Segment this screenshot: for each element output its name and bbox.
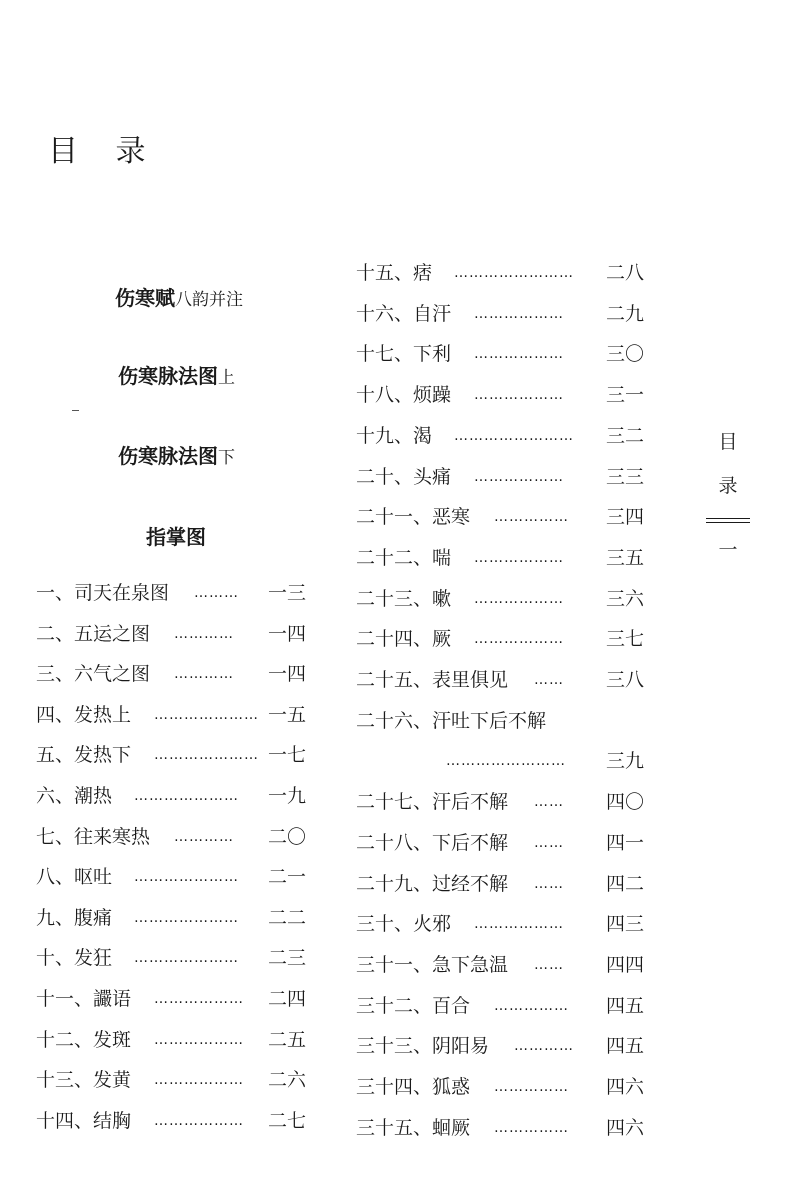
margin-mark — [72, 410, 79, 411]
toc-leader-dots: ……………… — [154, 1031, 244, 1048]
toc-page-number: 一四 — [268, 663, 307, 686]
toc-leader-dots: ……………… — [474, 346, 564, 363]
heading-main: 伤寒脉法图 — [118, 444, 218, 468]
toc-entry-label: 二十三、嗽 — [356, 587, 452, 610]
toc-page-number: 四五 — [606, 994, 645, 1017]
toc-page-number: 三六 — [606, 587, 645, 610]
toc-entry-label: 十八、烦躁 — [356, 384, 452, 407]
toc-page-number: 四一 — [606, 831, 645, 854]
toc-entry[interactable] — [36, 742, 318, 768]
toc-page-number: 三五 — [606, 546, 645, 569]
toc-entry-label: 四、发热上 — [36, 703, 132, 726]
toc-entry-label: 三十五、蛔厥 — [356, 1116, 471, 1139]
toc-entry[interactable] — [36, 783, 318, 809]
toc-page-number: 三八 — [606, 669, 645, 691]
toc-entry[interactable] — [356, 789, 656, 815]
toc-entry[interactable] — [356, 341, 656, 367]
toc-leader-dots: …… — [534, 834, 564, 851]
toc-entry-label: 十三、发黄 — [36, 1069, 132, 1092]
toc-leader-dots: …………… — [494, 1079, 569, 1095]
toc-entry[interactable] — [356, 504, 656, 530]
toc-entry[interactable] — [36, 580, 318, 606]
heading-note: 下 — [218, 448, 235, 468]
toc-leader-dots: ………… — [174, 625, 234, 642]
toc-leader-dots: ……… — [194, 585, 239, 601]
toc-leader-dots: …………………… — [454, 427, 574, 444]
toc-entry-label: 三十一、急下急温 — [356, 953, 509, 976]
toc-entry-label: 十七、下利 — [356, 343, 452, 366]
toc-entry-label: 十五、痞 — [356, 262, 433, 284]
toc-entry[interactable] — [356, 1115, 656, 1141]
toc-entry-label: 九、腹痛 — [36, 906, 113, 929]
toc-entry-label: 二十六、汗吐下后不解 — [356, 709, 547, 732]
toc-leader-dots: ……………… — [474, 387, 564, 404]
toc-leader-dots: ……………… — [474, 590, 564, 607]
toc-page-number: 三一 — [606, 384, 645, 407]
toc-page-number: 二七 — [268, 1109, 307, 1132]
heading-note: 八韵并注 — [175, 290, 243, 310]
toc-leader-dots: ………… — [174, 666, 234, 683]
toc-entry[interactable] — [356, 586, 656, 612]
heading-zhizhang-tu[interactable] — [146, 521, 206, 550]
toc-page-number: 二三 — [268, 947, 307, 970]
toc-page-number: 一三 — [268, 582, 307, 604]
toc-leader-dots: ………………… — [134, 950, 239, 967]
toc-entry-label: 十、发狂 — [36, 947, 113, 970]
toc-leader-dots: ………………… — [134, 788, 239, 804]
toc-leader-dots: ……………… — [474, 549, 564, 566]
toc-leader-dots: ……………… — [474, 468, 564, 485]
toc-page-number: 一七 — [268, 744, 307, 767]
toc-entry-label: 二十八、下后不解 — [356, 831, 509, 854]
toc-entry-label: 六、潮热 — [36, 785, 113, 807]
toc-entry-label: 二十五、表里俱见 — [356, 669, 509, 691]
toc-leader-dots: ……………… — [154, 1072, 244, 1089]
toc-leader-dots: …………… — [494, 1119, 569, 1136]
toc-entry[interactable] — [356, 871, 656, 897]
toc-entry-label: 五、发热下 — [36, 744, 132, 767]
toc-entry[interactable] — [36, 905, 318, 931]
toc-leader-dots: …………………… — [454, 265, 574, 281]
side-tab — [710, 420, 746, 562]
toc-leader-dots: …… — [534, 672, 564, 688]
toc-leader-dots: …… — [534, 875, 564, 892]
toc-leader-dots: …………… — [494, 509, 569, 526]
toc-page-number: 四六 — [606, 1116, 645, 1139]
toc-leader-dots: …… — [534, 956, 564, 973]
heading-main: 伤寒赋 — [115, 286, 175, 310]
toc-entry[interactable] — [356, 423, 656, 449]
toc-page-number: 二四 — [268, 988, 307, 1010]
toc-entry[interactable] — [356, 708, 656, 734]
toc-page-number: 四〇 — [606, 791, 645, 814]
toc-entry-label: 十九、渴 — [356, 424, 433, 447]
toc-entry[interactable] — [356, 1033, 656, 1059]
toc-leader-dots: ……………… — [474, 631, 564, 648]
toc-entry-label: 二十二、喘 — [356, 546, 452, 569]
heading-maifa-tu-upper[interactable] — [118, 360, 235, 389]
toc-entry-label: 二十四、厥 — [356, 628, 452, 651]
toc-page-number: 二九 — [606, 302, 645, 325]
toc-page-number: 一五 — [268, 703, 307, 726]
toc-entry-label: 七、往来寒热 — [36, 825, 151, 848]
toc-leader-dots: …………… — [494, 997, 569, 1014]
toc-entry-label: 一、司天在泉图 — [36, 582, 170, 604]
toc-page-number: 四六 — [606, 1076, 645, 1098]
toc-page-number: 四四 — [606, 953, 645, 976]
toc-leader-dots: ……………… — [154, 991, 244, 1007]
toc-entry[interactable] — [36, 1067, 318, 1093]
side-tab-char: 录 — [718, 475, 738, 497]
toc-entry-label: 八、呕吐 — [36, 866, 113, 889]
toc-leader-dots: ……………… — [154, 1112, 244, 1129]
toc-entry[interactable] — [356, 626, 656, 652]
toc-page-number: 三四 — [606, 506, 645, 529]
toc-page-number: 一四 — [268, 622, 307, 645]
toc-entry[interactable] — [36, 702, 318, 728]
toc-entry[interactable] — [356, 260, 656, 286]
toc-entry[interactable] — [356, 911, 656, 937]
toc-entry[interactable] — [356, 1074, 656, 1100]
toc-page-number: 四三 — [606, 913, 645, 936]
toc-entry-label: 十六、自汗 — [356, 302, 452, 325]
toc-page-number: 二五 — [268, 1028, 307, 1051]
toc-entry-label: 三十四、狐惑 — [356, 1076, 471, 1098]
toc-entry-label: 三十三、阴阳易 — [356, 1035, 490, 1058]
toc-leader-dots: ……………… — [474, 916, 564, 933]
toc-entry[interactable] — [356, 464, 656, 490]
toc-entry[interactable] — [36, 824, 318, 850]
toc-page-number: 一九 — [268, 785, 307, 807]
toc-entry[interactable] — [356, 952, 656, 978]
toc-page-number: 三九 — [606, 750, 645, 773]
toc-page-number: 二〇 — [268, 825, 307, 848]
toc-entry-label: 二十九、过经不解 — [356, 872, 509, 895]
toc-entry[interactable] — [36, 661, 318, 687]
side-tab-rule — [706, 518, 750, 523]
side-tab-char: 目 — [718, 431, 738, 453]
toc-page-number: 三〇 — [606, 343, 645, 366]
toc-entry-label: 十二、发斑 — [36, 1028, 132, 1051]
toc-entry[interactable] — [356, 545, 656, 571]
toc-entry[interactable] — [36, 986, 318, 1012]
toc-entry-label: 二十、头痛 — [356, 465, 452, 488]
toc-leader-dots: ………………… — [134, 869, 239, 886]
toc-entry[interactable] — [36, 621, 318, 647]
heading-note: 上 — [218, 368, 235, 388]
toc-entry[interactable] — [356, 993, 656, 1019]
toc-page-number: 三三 — [606, 465, 645, 488]
toc-entry-label: 二十七、汗后不解 — [356, 791, 509, 814]
toc-leader-dots: ………………… — [134, 909, 239, 926]
toc-leader-dots: ………… — [514, 1038, 574, 1055]
toc-entry[interactable] — [356, 748, 656, 774]
side-tab-page-number: 一 — [718, 539, 738, 561]
heading-maifa-tu-lower[interactable] — [118, 440, 235, 469]
toc-leader-dots: ………………… — [154, 747, 259, 764]
toc-entry[interactable] — [36, 1108, 318, 1134]
toc-entry[interactable] — [356, 830, 656, 856]
toc-page-number: 二二 — [268, 906, 307, 929]
heading-shanghan-fu[interactable] — [115, 282, 243, 311]
toc-entry-label: 二十一、恶寒 — [356, 506, 471, 529]
toc-entry[interactable] — [36, 945, 318, 971]
toc-entry-label: 三十、火邪 — [356, 913, 452, 936]
toc-entry[interactable] — [356, 382, 656, 408]
toc-page-number: 二八 — [606, 262, 645, 284]
toc-entry-label: 十一、讝语 — [36, 988, 132, 1010]
toc-entry[interactable] — [356, 301, 656, 327]
toc-entry[interactable] — [36, 1027, 318, 1053]
toc-page-number: 四二 — [606, 872, 645, 895]
toc-page-number: 二六 — [268, 1069, 307, 1092]
toc-page-number: 三七 — [606, 628, 645, 651]
toc-leader-dots: ………… — [174, 828, 234, 845]
toc-leader-dots: ………………… — [154, 706, 259, 723]
toc-entry-label: 三、六气之图 — [36, 663, 151, 686]
toc-entry-label: 二、五运之图 — [36, 622, 151, 645]
toc-entry[interactable] — [36, 864, 318, 890]
toc-leader-dots: ……………… — [474, 305, 564, 322]
heading-main: 指掌图 — [146, 525, 206, 549]
toc-entry[interactable] — [356, 667, 656, 693]
toc-page-number: 四五 — [606, 1035, 645, 1058]
toc-leader-dots: …………………… — [446, 753, 566, 770]
toc-page-number: 三二 — [606, 424, 645, 447]
toc-entry-label: 十四、结胸 — [36, 1109, 132, 1132]
heading-main: 伤寒脉法图 — [118, 364, 218, 388]
toc-page-number: 二一 — [268, 866, 307, 889]
toc-entry-label: 三十二、百合 — [356, 994, 471, 1017]
page-title: 目 录 — [48, 134, 160, 169]
toc-leader-dots: …… — [534, 794, 564, 811]
